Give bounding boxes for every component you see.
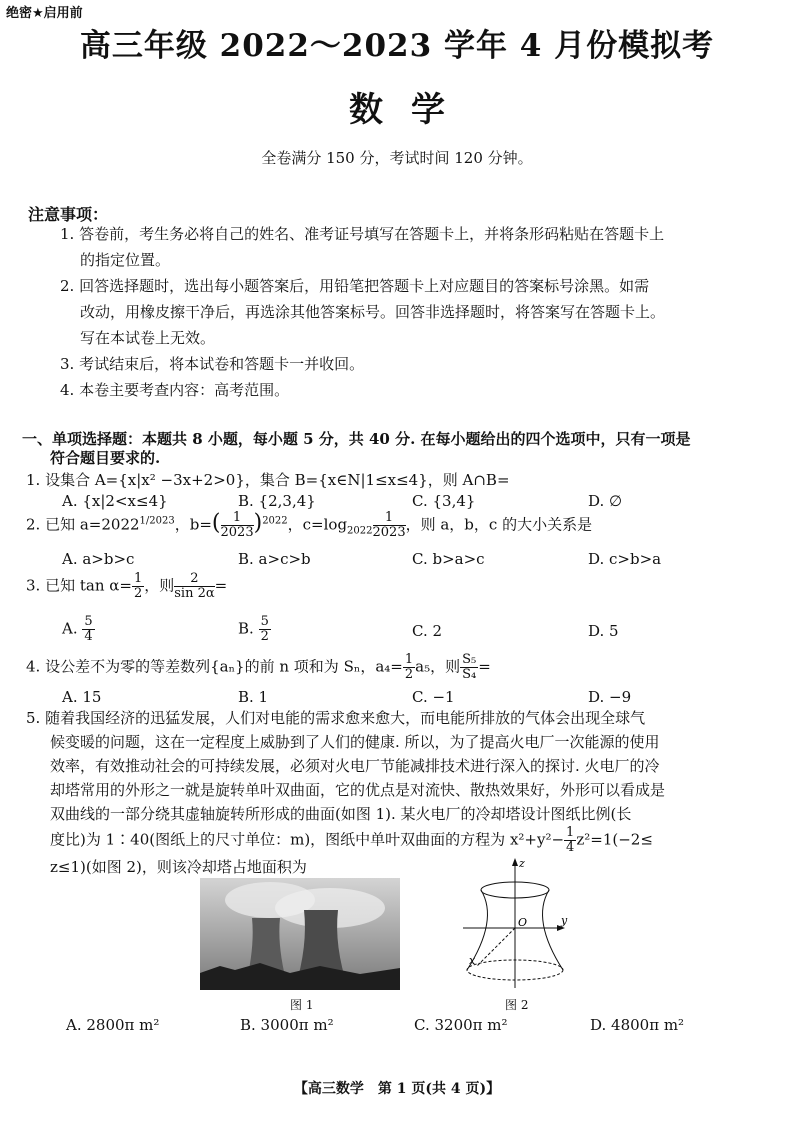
fraction-numerator: 1 [404,652,414,667]
fraction-numerator: 2 [174,572,214,587]
q3-option-d: D. 5 [588,622,619,640]
fraction-denominator: 4 [566,840,575,855]
question-2-stem: 2. 已知 $a=2022^{1/2023}$，b=( $\frac{1}{2023}$ )$^{2022}$，$c=\log_{2022}$ $\frac{1}{2023}$ ，则 a，b，c 的大小关系是 [26,510,593,540]
fraction-numerator: 1 [221,511,254,526]
q5-option-c: C. 3200π m² [414,1016,508,1034]
q5-line: 双曲线的一部分绕其虚轴旋转所形成的曲面(如图 1). 某火电厂的冷却塔设计图纸比例(长 [50,805,632,823]
q5-line: 却塔常用的外形之一就是旋转单叶双曲面，它的优点是对流快、散热效果好，外形可以看成是 [50,781,666,799]
hyperboloid-diagram [455,858,575,990]
right-profile [543,890,563,970]
q4-option-b: B. 1 [238,688,269,706]
q5-line: 效率，有效推动社会的可持续发展，必须对火电厂节能减排技术进行深入的探讨. 火电厂的冷 [50,757,660,775]
x-axis-label: x [469,954,476,967]
notice-item: 4. 本卷主要考查内容：高考范围。 [60,381,290,399]
q5-line: 候变暖的问题，这在一定程度上威胁到了人们的健康. 所以，为了提高火电厂一次能源的使用 [50,733,660,751]
fraction-denominator: 4 [84,629,93,644]
q4-option-c: C. −1 [412,688,455,706]
q3-fraction-tan [132,572,144,601]
section-line: 一、单项选择题：本题共 8 小题，每小题 5 分，共 40 分. 在每小题给出的四个选项中，只有一项是 [22,430,691,448]
q5-line: 5. 随着我国经济的迅猛发展，人们对电能的需求愈来愈大，而电能所排放的气体会出现全球气 [26,709,646,727]
notice-item: 写在本试卷上无效。 [80,329,216,347]
fraction-numerator: 1 [133,571,143,586]
q5-option-b: B. 3000π m² [240,1016,334,1034]
q2-fraction-c [373,511,406,540]
q2-exponent-a: 1/2023 [139,515,175,527]
y-axis-label: y [561,914,568,927]
q5-option-a: A. 2800π m² [66,1016,160,1034]
exam-title: 高三年级 2022～2023 学年 4 月份模拟考 [79,28,715,64]
fraction-numerator: 1 [373,511,406,526]
q3-option-a-fraction [82,615,94,644]
fraction-numerator: 5 [84,614,93,629]
fraction-denominator: 2 [260,629,269,644]
subject-title: 数学 [349,90,473,130]
fraction-denominator: 2 [133,586,143,601]
q4-fraction-ratio [460,653,478,682]
q5-line: z≤1)(如图 2)，则该冷却塔占地面积为 [50,858,307,876]
question-4-stem [26,653,491,682]
q5-line [26,826,778,855]
fraction-numerator: 5 [260,614,269,629]
section-heading [22,430,782,468]
origin-label: O [518,916,528,929]
q2-option-c: C. b>a>c [412,550,485,568]
fraction-denominator: 2 [404,667,414,682]
q2-text: ，c=log [287,515,348,534]
q2-log-base: 2022 [347,525,373,537]
notice-item: 2. 回答选择题时，选出每小题答案后，用铅笔把答题卡上对应题目的答案标号涂黑。如需 [60,277,650,295]
q2-option-d: D. c>b>a [588,550,662,568]
notice-item: 的指定位置。 [80,251,171,269]
q2-option-b: B. a>c>b [238,550,311,568]
q5-text: z²=1(−2≤ [576,830,653,849]
q2-fraction-b [221,511,254,540]
option-label: A. [62,619,78,638]
figure-2-caption: 图 2 [505,998,529,1012]
q3-option-b [238,615,271,644]
q1-option-a: A. {x|2<x≤4} [62,492,168,510]
cooling-tower-illustration [200,878,400,990]
q2-text: ，则 a，b，c 的大小关系是 [405,515,593,534]
page-footer: 【高三数学 第 1 页(共 4 页)】 [293,1081,501,1097]
q3-text: = [214,576,228,595]
fraction-denominator: S₄ [462,667,477,682]
q1-option-b: B. {2,3,4} [238,492,316,510]
q2-exponent-b: 2022 [262,515,288,527]
fraction-denominator: 2023 [220,525,254,540]
q5-option-d: D. 4800π m² [590,1016,685,1034]
q4-option-a: A. 15 [62,688,102,706]
z-axis-label: z [519,858,525,870]
q3-option-b-fraction [259,615,271,644]
notice-item: 3. 考试结束后，将本试卷和答题卡一并收回。 [60,355,365,373]
notice-item: 1. 答卷前，考生务必将自己的姓名、准考证号填写在答题卡上，并将条形码粘贴在答题卡上 [60,225,665,243]
q3-option-c: C. 2 [412,622,443,640]
cooling-tower-photo [200,878,400,990]
q4-option-d: D. −9 [588,688,632,706]
question-1-stem: 1. 设集合 A={x|x² −3x+2>0}，集合 B={x∈N|1≤x≤4}，则 A∩B= [26,471,510,489]
fraction-numerator: S₅ [462,652,477,667]
option-label: B. [238,619,254,638]
notice-item: 改动，用橡皮擦干净后，再选涂其他答案标号。回答非选择题时，将答案写在答题卡上。 [80,303,666,321]
q4-text: = [478,657,491,676]
figure-1-caption: 图 1 [290,998,314,1012]
fraction-denominator: 2023 [372,525,406,540]
q3-text: 3. 已知 tan α= [26,576,132,595]
q4-text: a₅，则 [415,657,461,676]
notice-title: 注意事项： [28,205,109,224]
q4-text: 4. 设公差不为零的等差数列{aₙ}的前 n 项和为 Sₙ，a₄= [26,657,403,676]
q4-fraction-half [403,653,415,682]
fraction-numerator: 1 [566,825,575,840]
q3-fraction-main [174,572,214,601]
z-axis-arrow [512,858,518,866]
fraction-denominator: sin 2α [174,586,215,601]
q2-text: 2. 已知 a=2022 [26,515,140,534]
section-line: 符合题目要求的. [50,449,161,467]
confidential-mark: 绝密★启用前 [6,6,83,21]
q5-text: 度比)为 1∶40(图纸上的尺寸单位：m)，图纸中单叶双曲面的方程为 x²+y²− [50,830,565,849]
q2-option-a: A. a>b>c [62,550,135,568]
q3-text: ，则 [144,576,175,595]
exam-info: 全卷满分 150 分，考试时间 120 分钟。 [261,149,533,167]
q5-fraction-quarter [564,826,576,855]
question-3-stem [26,572,227,601]
question-5-stem [26,706,778,879]
q1-option-d: D. ∅ [588,492,623,510]
q1-option-c: C. {3,4} [412,492,476,510]
q2-text: ，b= [174,515,212,534]
q3-option-a [62,615,95,644]
